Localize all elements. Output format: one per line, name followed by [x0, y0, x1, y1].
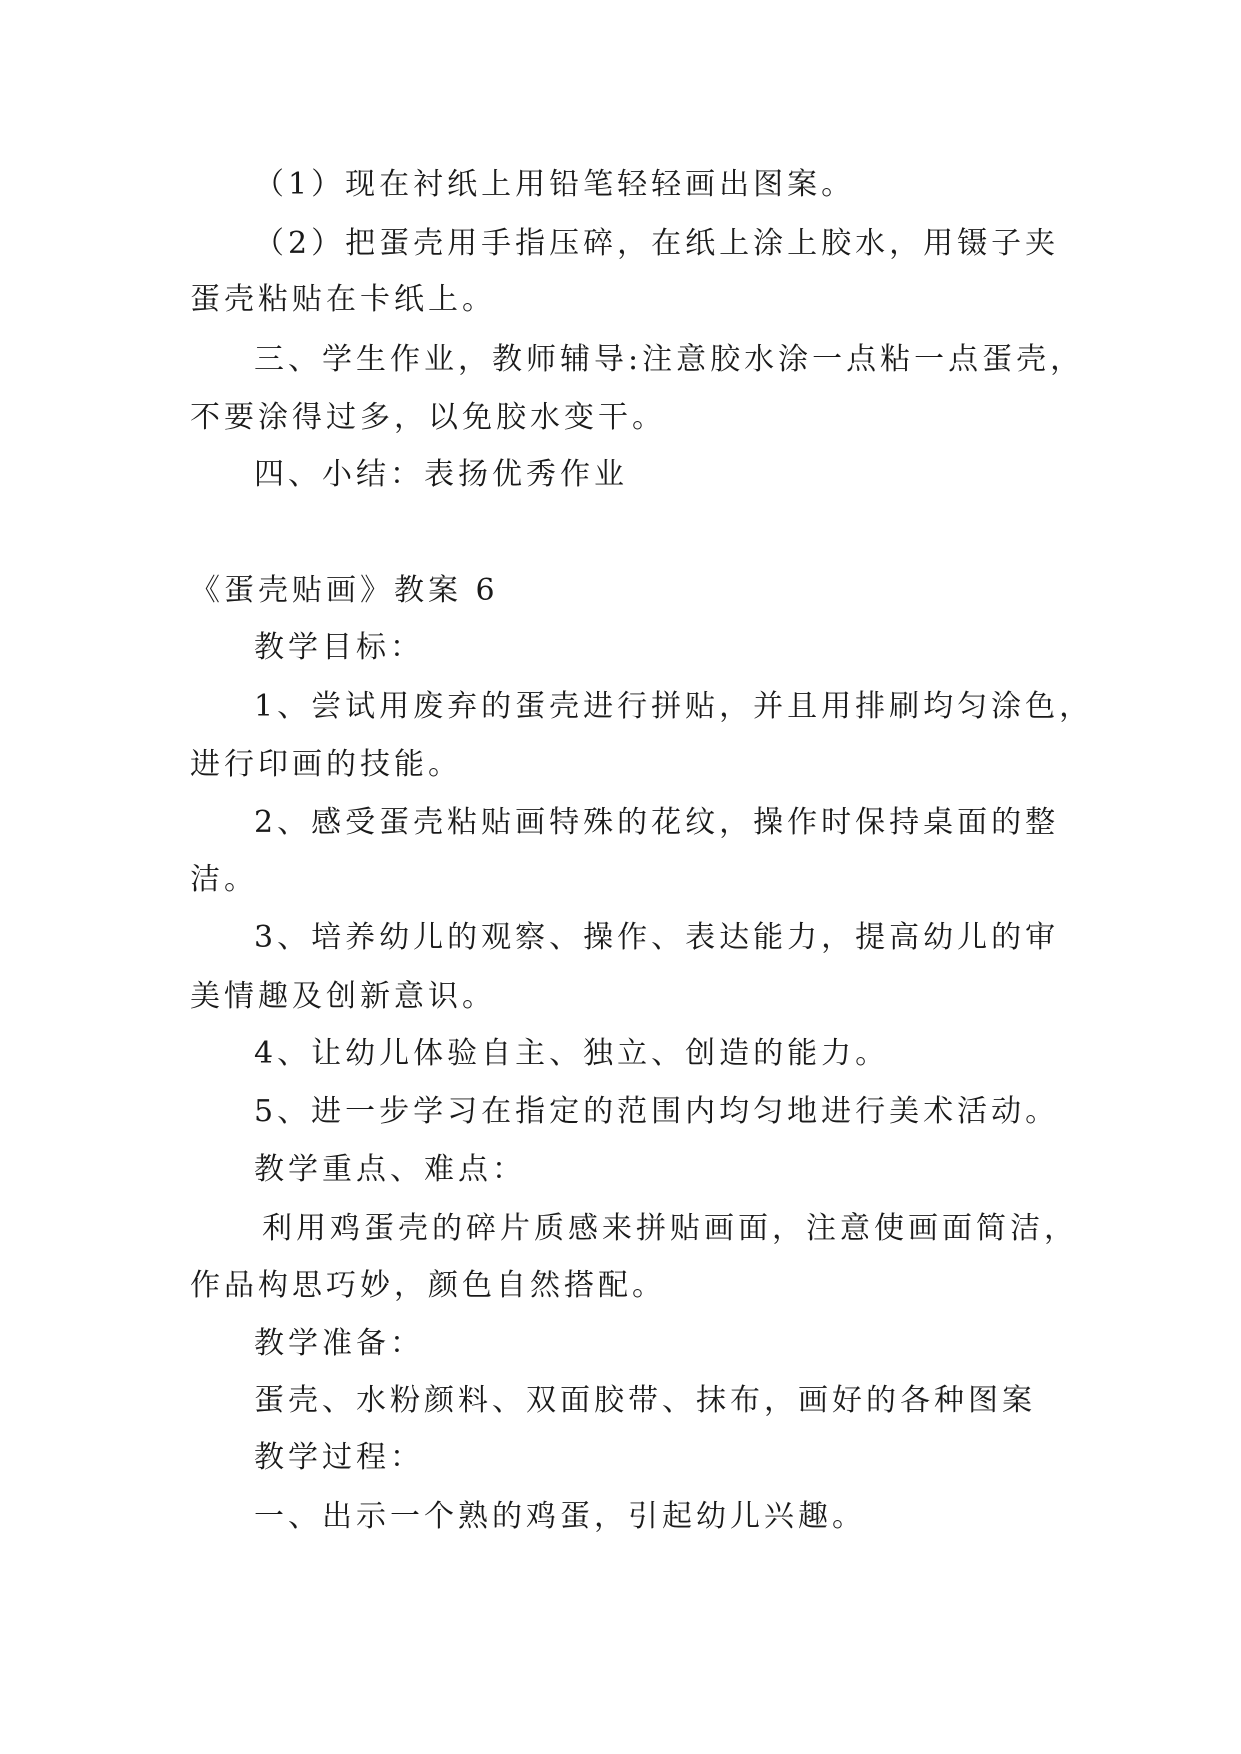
objective-1-line1: 1、尝试用废弃的蛋壳进行拼贴，并且用排刷均匀涂色，	[254, 689, 1094, 724]
objective-4: 4、让幼儿体验自主、独立、创造的能力。	[254, 1036, 890, 1071]
section-4-text: 四、小结：表扬优秀作业	[254, 457, 628, 492]
objective-2-line1: 2、感受蛋壳粘贴画特殊的花纹，操作时保持桌面的整	[254, 805, 1060, 840]
objective-3-line2: 美情趣及创新意识。	[190, 979, 496, 1014]
objective-3-line1: 3、培养幼儿的观察、操作、表达能力，提高幼儿的审	[254, 920, 1060, 955]
step-2-text-line2: 蛋壳粘贴在卡纸上。	[190, 282, 496, 317]
section-3-text-line1: 三、学生作业，教师辅导:注意胶水涂一点粘一点蛋壳，	[254, 342, 1085, 377]
section-3-text-line2: 不要涂得过多，以免胶水变干。	[190, 400, 666, 435]
keypoints-text-line2: 作品构思巧妙，颜色自然搭配。	[190, 1268, 666, 1303]
objective-2-line2: 洁。	[190, 862, 258, 897]
keypoints-text-line1: 利用鸡蛋壳的碎片质感来拼贴画面，注意使画面简洁，	[262, 1211, 1078, 1246]
objective-1-line2: 进行印画的技能。	[190, 747, 462, 782]
preparation-text: 蛋壳、水粉颜料、双面胶带、抹布，画好的各种图案	[254, 1383, 1036, 1418]
preparation-heading: 教学准备：	[254, 1326, 424, 1361]
lesson-title: 《蛋壳贴画》教案 6	[190, 573, 499, 608]
process-step-1: 一、出示一个熟的鸡蛋，引起幼儿兴趣。	[254, 1499, 866, 1534]
objective-5: 5、进一步学习在指定的范围内均匀地进行美术活动。	[254, 1094, 1060, 1129]
step-1-text: （1）现在衬纸上用铅笔轻轻画出图案。	[254, 167, 856, 202]
objectives-heading: 教学目标：	[254, 630, 424, 665]
process-heading: 教学过程：	[254, 1440, 424, 1475]
step-2-text-line1: （2）把蛋壳用手指压碎，在纸上涂上胶水，用镊子夹	[254, 226, 1060, 261]
keypoints-heading: 教学重点、难点：	[254, 1152, 526, 1187]
